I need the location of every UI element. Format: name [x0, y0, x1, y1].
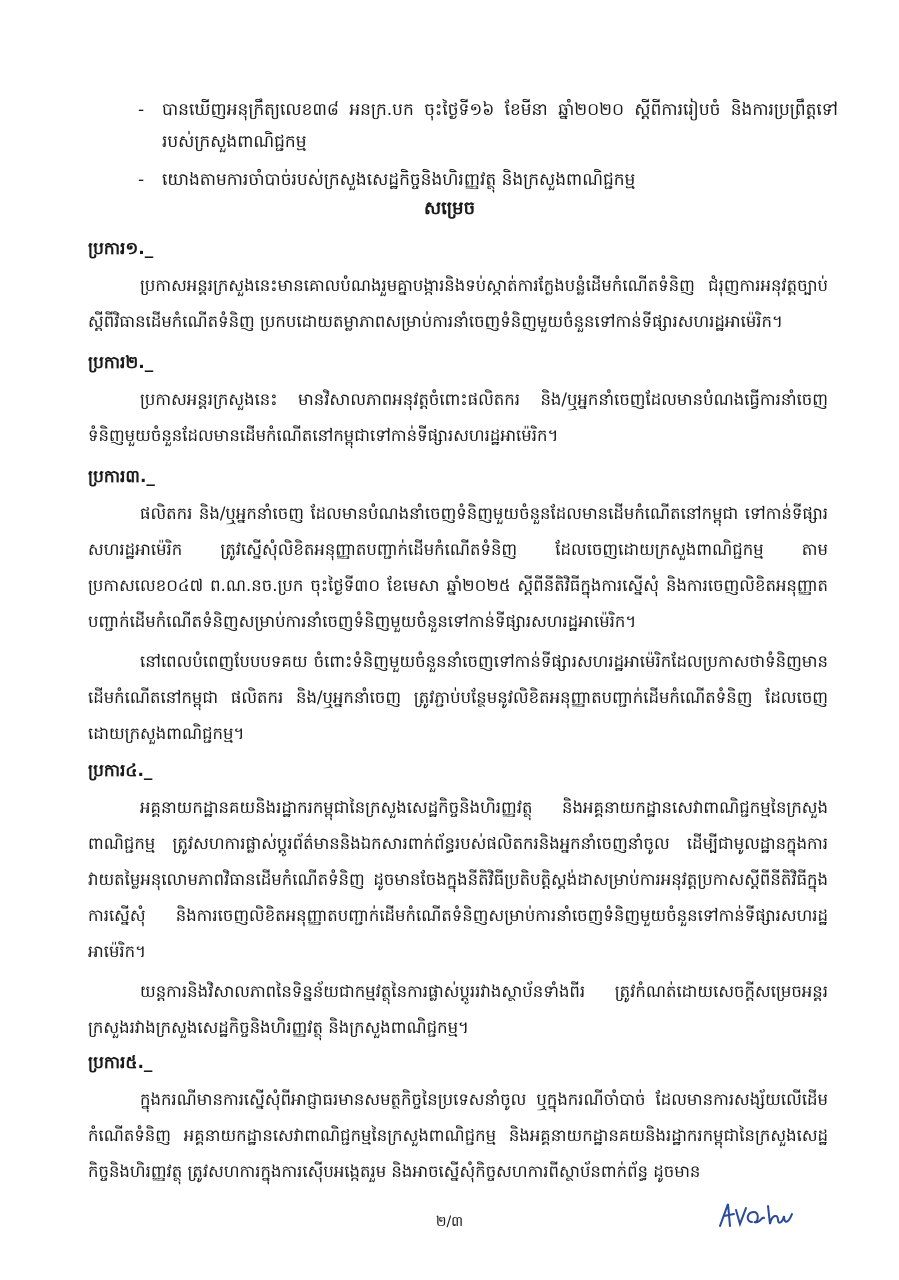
article-1 — [88, 234, 828, 344]
article-paragraph: ប្រកាសអន្តរក្រសួងនេះ មានវិសាលភាពអនុវត្តចំពោះផលិតករ និង/ឬអ្នកនាំចេញដែលមានបំណងធ្វើការនាំចេញទំនិញមួយចំនួនដែលមានដើមកំណើតនៅកម្ពុជាទៅកាន់ទីផ្សារសហរដ្ឋអាម៉េរិក។ — [88, 390, 828, 445]
preamble-bullet — [138, 164, 838, 196]
article-3 — [88, 462, 828, 756]
signature-initials — [716, 1196, 796, 1236]
preamble-bullet-text: បានឃើញអនុក្រឹត្យលេខ៣៨ អនក្រ.បក ចុះថ្ងៃទី១៦ ខែមីនា ឆ្នាំ២០២០ ស្តីពីការរៀបចំ និងការប្រព្រឹត្តទៅរបស់ក្រសួងពាណិជ្ជកម្ម — [162, 100, 838, 152]
article-5 — [88, 1048, 828, 1194]
article-4 — [88, 756, 828, 1050]
article-heading: ប្រការ១._ — [88, 239, 154, 259]
preamble-bullet-text: យោងតាមការចាំបាច់របស់ក្រសួងសេដ្ឋកិច្ចនិងហិរញ្ញវត្ថុ និងក្រសួងពាណិជ្ជកម្ម — [162, 170, 636, 190]
article-heading: ប្រការ៤._ — [88, 761, 153, 781]
decision-title: សម្រេច — [423, 198, 476, 219]
bullet-dash: - — [138, 170, 145, 190]
article-paragraph: យន្តការនិងវិសាលភាពនៃទិន្នន័យជាកម្មវត្ថុនៃការផ្លាស់ប្តូររវាងស្ថាប័នទាំងពីរ ត្រូវកំណត់ដោយសេចក្តីសម្រេចអន្តរក្រសួងរវាងក្រសួងសេដ្ឋកិច្ចនិងហិរញ្ញវត្ថុ និងក្រសួងពាណិជ្ជកម្ម។ — [88, 982, 828, 1037]
page-number: ២/៣ — [435, 1214, 464, 1230]
article-paragraph: ប្រកាសអន្តរក្រសួងនេះមានគោលបំណងរួមគ្នាបង្ការនិងទប់ស្កាត់ការក្លែងបន្លំដើមកំណើតទំនិញ ជំរុញការអនុវត្តច្បាប់ស្តីពីវិធានដើមកំណើតទំនិញ ប្រកបដោយតម្លាភាពសម្រាប់ការនាំចេញទំនិញមួយចំនួនទៅកាន់ទីផ្សារសហរដ្ឋអាម៉េរិក។ — [88, 276, 828, 331]
article-paragraph: ផលិតករ និង/ឬអ្នកនាំចេញ ដែលមានបំណងនាំចេញទំនិញមួយចំនួនដែលមានដើមកំណើតនៅកម្ពុជា ទៅកាន់ទីផ្សារសហរដ្ឋអាម៉េរិក ត្រូវស្នើសុំលិខិតអនុញ្ញាតបញ្ជាក់ដើមកំណើតទំនិញ ដែលចេញដោយក្រសួងពាណិជ្ជកម្ម តាមប្រកាសលេខ០៤៧ ព.ណ.នច.ប្រក ចុះថ្ងៃទី៣០ ខែមេសា ឆ្នាំ២០២៥ ស្តីពីនីតិវិធីក្នុងការស្នើសុំ និងការចេញលិខិតអនុញ្ញាតបញ្ជាក់ដើមកំណើតទំនិញសម្រាប់ការនាំចេញទំនិញមួយចំនួនទៅកាន់ទីផ្សារសហរដ្ឋអាម៉េរិក។ — [88, 504, 828, 631]
preamble-bullets — [138, 94, 838, 202]
article-paragraph: នៅពេលបំពេញបែបបទគយ ចំពោះទំនិញមួយចំនួននាំចេញទៅកាន់ទីផ្សារសហរដ្ឋអាម៉េរិកដែលប្រកាសថាទំនិញមានដើមកំណើតនៅកម្ពុជា ផលិតករ និង/ឬអ្នកនាំចេញ ត្រូវភ្ជាប់បន្ថែមនូវលិខិតអនុញ្ញាតបញ្ជាក់ដើមកំណើតទំនិញ ដែលចេញដោយក្រសួងពាណិជ្ជកម្ម។ — [88, 652, 828, 743]
article-paragraph: ក្នុងករណីមានការស្នើសុំពីអាជ្ញាធរមានសមត្ថកិច្ចនៃប្រទេសនាំចូល ឬក្នុងករណីចាំបាច់ ដែលមានការសង្ស័យលើដើមកំណើតទំនិញ អគ្គនាយកដ្ឋានសេវាពាណិជ្ជកម្មនៃក្រសួងពាណិជ្ជកម្ម និងអគ្គនាយកដ្ឋានគយនិងរដ្ឋាករកម្ពុជានៃក្រសួងសេដ្ឋកិច្ចនិងហិរញ្ញវត្ថុ ត្រូវសហការក្នុងការស៊ើបអង្កេតរួម និងអាចស្នើសុំកិច្ចសហការពីស្ថាប័នពាក់ព័ន្ធ ដូចមាន — [88, 1090, 828, 1181]
bullet-dash: - — [138, 100, 145, 120]
preamble-bullet — [138, 94, 838, 158]
article-paragraph: អគ្គនាយកដ្ឋានគយនិងរដ្ឋាករកម្ពុជានៃក្រសួងសេដ្ឋកិច្ចនិងហិរញ្ញវត្ថុ និងអគ្គនាយកដ្ឋានសេវាពាណិជ្ជកម្មនៃក្រសួងពាណិជ្ជកម្ម ត្រូវសហការផ្លាស់ប្តូរព័ត៌មាននិងឯកសារពាក់ព័ន្ធរបស់ផលិតករនិងអ្នកនាំចេញនាំចូល ដើម្បីជាមូលដ្ឋានក្នុងការវាយតម្លៃអនុលោមភាពវិធានដើមកំណើតទំនិញ ដូចមានចែងក្នុងនីតិវិធីប្រតិបត្តិស្តង់ដាសម្រាប់ការអនុវត្តប្រកាសស្តីពីនីតិវិធីក្នុងការស្នើសុំ និងការចេញលិខិតអនុញ្ញាតបញ្ជាក់ដើមកំណើតទំនិញសម្រាប់ការនាំចេញទំនិញមួយចំនួនទៅកាន់ទីផ្សារសហរដ្ឋអាម៉េរិក។ — [88, 798, 828, 961]
article-heading: ប្រការ២._ — [88, 353, 154, 373]
article-heading: ប្រការ៣._ — [88, 467, 155, 487]
article-heading: ប្រការ៥._ — [88, 1053, 153, 1073]
article-2 — [88, 348, 828, 458]
